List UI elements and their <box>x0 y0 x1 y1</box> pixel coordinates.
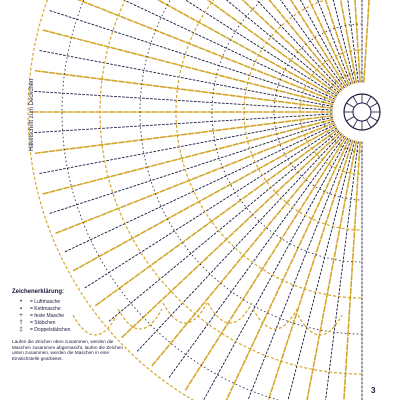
stitch-ray <box>280 141 355 400</box>
stitch-ray <box>83 128 336 289</box>
center-spoke <box>346 103 354 108</box>
center-spoke <box>353 120 358 128</box>
stitch-ray <box>203 0 348 86</box>
legend-item <box>12 326 172 333</box>
chart-title: Häkelschrift zum Deckchen <box>29 78 35 152</box>
legend-item-label: = Doppelstäbchen <box>30 326 71 333</box>
stitch-ray <box>95 0 338 94</box>
center-spoke <box>353 96 358 104</box>
stitch-ray <box>48 121 333 214</box>
center-spoke <box>370 117 378 122</box>
stitch-ray <box>33 114 332 133</box>
treble-crochet-icon: ‡ <box>19 326 23 333</box>
legend-item <box>12 305 172 312</box>
legend-title: Zeichenerklärung: <box>12 289 65 295</box>
stitch-scallop <box>253 309 297 329</box>
legend-note: Laufen die Zeichen oben zusammen, werden die Maschen zusammen abgemascht, laufen die Zeichen unten zusammen, werden die Maschen in eine Einstichstelle gearbeitet. <box>12 339 123 361</box>
single-crochet-icon: + <box>19 312 23 319</box>
stitch-ray <box>42 119 333 194</box>
chain-stitch-icon: • <box>19 298 23 305</box>
stitch-ray <box>203 138 348 400</box>
stitch-ray <box>63 125 334 253</box>
legend-item <box>12 298 172 305</box>
stitch-ray <box>152 135 343 366</box>
double-crochet-icon: † <box>19 319 23 326</box>
stitch-ray <box>48 10 333 103</box>
slip-stitch-icon: ▪ <box>19 305 23 312</box>
stitch-ray <box>108 0 339 93</box>
stitch-ray <box>55 0 334 101</box>
stitch-ray <box>152 0 343 89</box>
page-number: 3 <box>371 386 376 395</box>
center-inner-ring <box>353 103 371 121</box>
legend-item-label: = Stäbchen <box>30 319 56 326</box>
stitch-ray <box>42 30 333 105</box>
stitch-ray <box>241 140 351 400</box>
stitch-ray <box>185 137 346 390</box>
stitch-ray <box>364 0 383 82</box>
stitch-ray <box>35 71 333 109</box>
chart-center <box>344 94 380 130</box>
center-spoke <box>346 117 354 122</box>
center-spoke <box>367 120 372 128</box>
stitch-ray <box>73 126 336 271</box>
legend-item-label: = feste Masche <box>30 312 65 319</box>
legend-item <box>12 312 172 319</box>
legend-item-label: = Luftmasche <box>30 298 61 305</box>
stitch-ray <box>35 116 333 154</box>
legend-item <box>12 319 172 326</box>
legend <box>12 289 172 362</box>
stitch-ray <box>300 141 356 400</box>
center-spoke <box>370 103 378 108</box>
stitch-ray <box>33 91 332 110</box>
center-spoke <box>367 96 372 104</box>
legend-item-label: = Kettmasche <box>30 305 61 312</box>
